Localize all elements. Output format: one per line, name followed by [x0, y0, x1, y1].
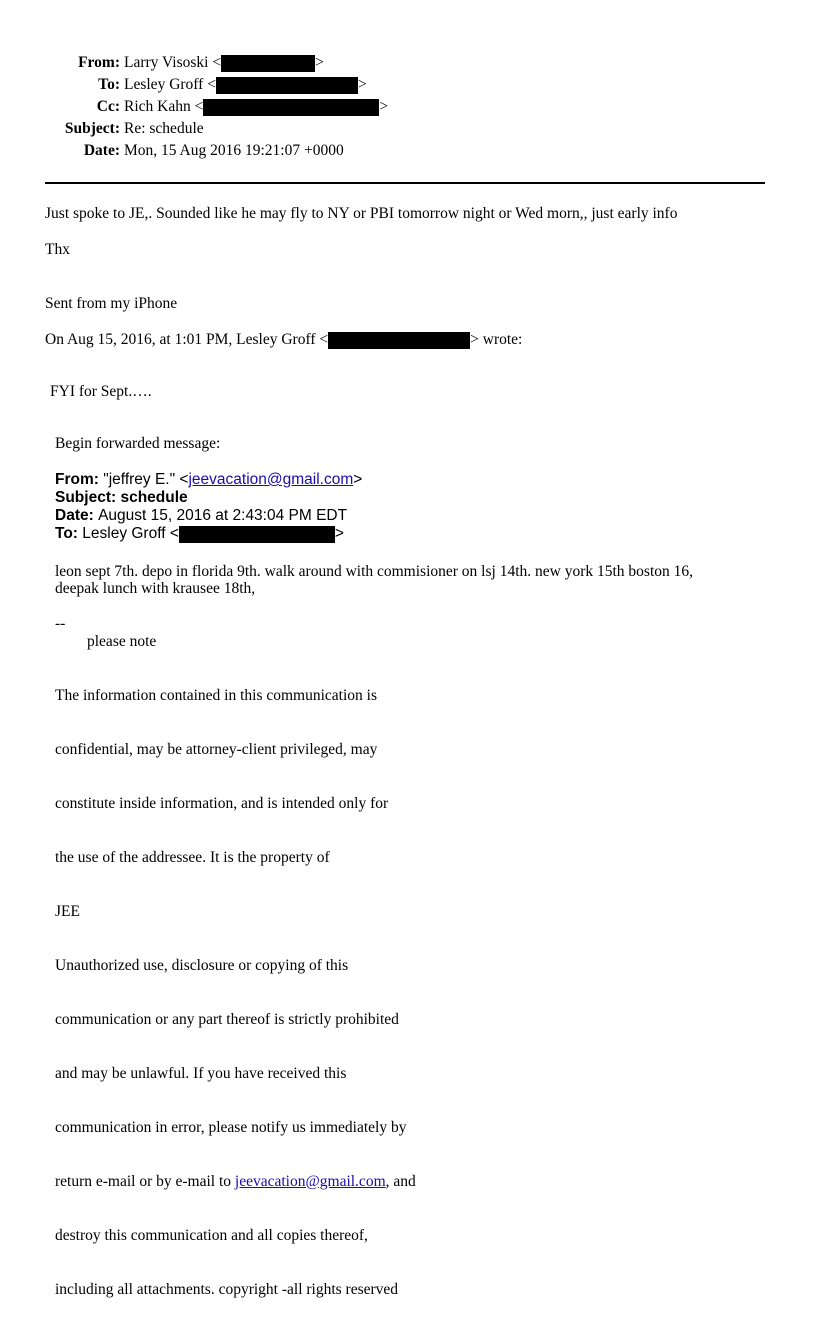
schedule-line-2: deepak lunch with krausee 18th, — [55, 580, 256, 597]
header-to-close: > — [357, 76, 367, 93]
header-from-name: Larry Visoski < — [124, 54, 222, 71]
header-from-close: > — [315, 54, 324, 71]
disclaimer-line: confidential, may be attorney-client privileged, may — [55, 741, 378, 758]
fwd-to-prefix: Lesley Groff < — [82, 525, 179, 542]
fwd-from-suffix: > — [353, 471, 363, 488]
on-wrote-prefix: On Aug 15, 2016, at 1:01 PM, Lesley Groff < — [45, 331, 329, 348]
disclaimer-line: the use of the addressee. It is the property of — [55, 849, 330, 866]
fwd-from-email-link[interactable]: jeevacation@gmail.com — [188, 471, 354, 488]
fwd-date-value: August 15, 2016 at 2:43:04 PM EDT — [98, 507, 348, 524]
return-email-link[interactable]: jeevacation@gmail.com — [234, 1173, 386, 1190]
fwd-subject-value: schedule — [120, 489, 188, 506]
body-on-wrote — [45, 330, 522, 350]
signature-please-note: please note — [87, 633, 157, 650]
header-from-label: From: — [78, 54, 120, 71]
header-to-label: To: — [98, 76, 120, 93]
body-line-1: Just spoke to JE,. Sounded like he may fly to NY or PBI tomorrow night or Wed morn,, just early info — [45, 205, 678, 222]
fwd-date-row — [55, 506, 347, 526]
header-to-name: Lesley Groff < — [124, 76, 216, 93]
fwd-from-label: From: — [55, 471, 99, 488]
disclaimer-line: communication or any part thereof is strictly prohibited — [55, 1011, 399, 1028]
return-suffix: , and — [385, 1173, 416, 1190]
header-cc-label: Cc: — [96, 98, 120, 115]
header-divider — [45, 182, 765, 184]
body-sent-from: Sent from my iPhone — [45, 295, 178, 312]
header-subject-value: Re: schedule — [124, 120, 204, 137]
fwd-to-label: To: — [55, 525, 78, 542]
disclaimer-line: including all attachments. copyright -all rights reserved — [55, 1281, 399, 1298]
signature-disclaimer — [55, 651, 416, 1317]
disclaimer-line: Unauthorized use, disclosure or copying of this — [55, 957, 349, 974]
fwd-subject-row — [55, 488, 188, 508]
header-from-value — [124, 53, 324, 73]
redaction-box — [328, 332, 470, 349]
header-cc-value — [124, 97, 388, 117]
fwd-to-row — [55, 524, 344, 544]
header-to-value — [124, 75, 367, 95]
on-wrote-suffix: > wrote: — [470, 331, 523, 348]
body-fyi: FYI for Sept.…. — [50, 383, 152, 400]
disclaimer-line: The information contained in this communication is — [55, 687, 377, 704]
header-date-row — [0, 141, 816, 161]
header-to-row — [0, 75, 816, 95]
disclaimer-line: constitute inside information, and is intended only for — [55, 795, 389, 812]
signature-dashes: -- — [55, 615, 66, 632]
header-from-row — [0, 53, 816, 73]
fwd-date-label: Date: — [55, 507, 94, 524]
redaction-box — [179, 526, 335, 543]
disclaimer-line: and may be unlawful. If you have received this — [55, 1065, 347, 1082]
fwd-from-row — [55, 470, 362, 490]
return-prefix: return e-mail or by e-mail to — [55, 1173, 235, 1190]
body-begin-forwarded: Begin forwarded message: — [55, 435, 221, 452]
disclaimer-line: communication in error, please notify us immediately by — [55, 1119, 407, 1136]
disclaimer-return-line — [55, 1173, 416, 1191]
redaction-box — [203, 99, 379, 116]
fwd-to-suffix: > — [334, 525, 344, 542]
body-thx: Thx — [45, 241, 70, 258]
header-date-value: Mon, 15 Aug 2016 19:21:07 +0000 — [124, 142, 344, 159]
header-cc-close: > — [379, 98, 389, 115]
header-subject-label: Subject: — [64, 120, 120, 137]
fwd-from-prefix: "jeffrey E." < — [103, 471, 189, 488]
header-cc-name: Rich Kahn < — [124, 98, 204, 115]
fwd-subject-label: Subject: — [55, 489, 117, 506]
header-cc-row — [0, 97, 816, 117]
disclaimer-line: destroy this communication and all copies thereof, — [55, 1227, 368, 1244]
header-date-label: Date: — [83, 142, 120, 159]
schedule-line-1: leon sept 7th. depo in florida 9th. walk around with commisioner on lsj 14th. new york 15th boston 16, — [55, 563, 694, 580]
redaction-box — [216, 77, 358, 94]
header-subject-row — [0, 119, 816, 139]
disclaimer-line: JEE — [55, 903, 80, 920]
redaction-box — [221, 55, 315, 72]
